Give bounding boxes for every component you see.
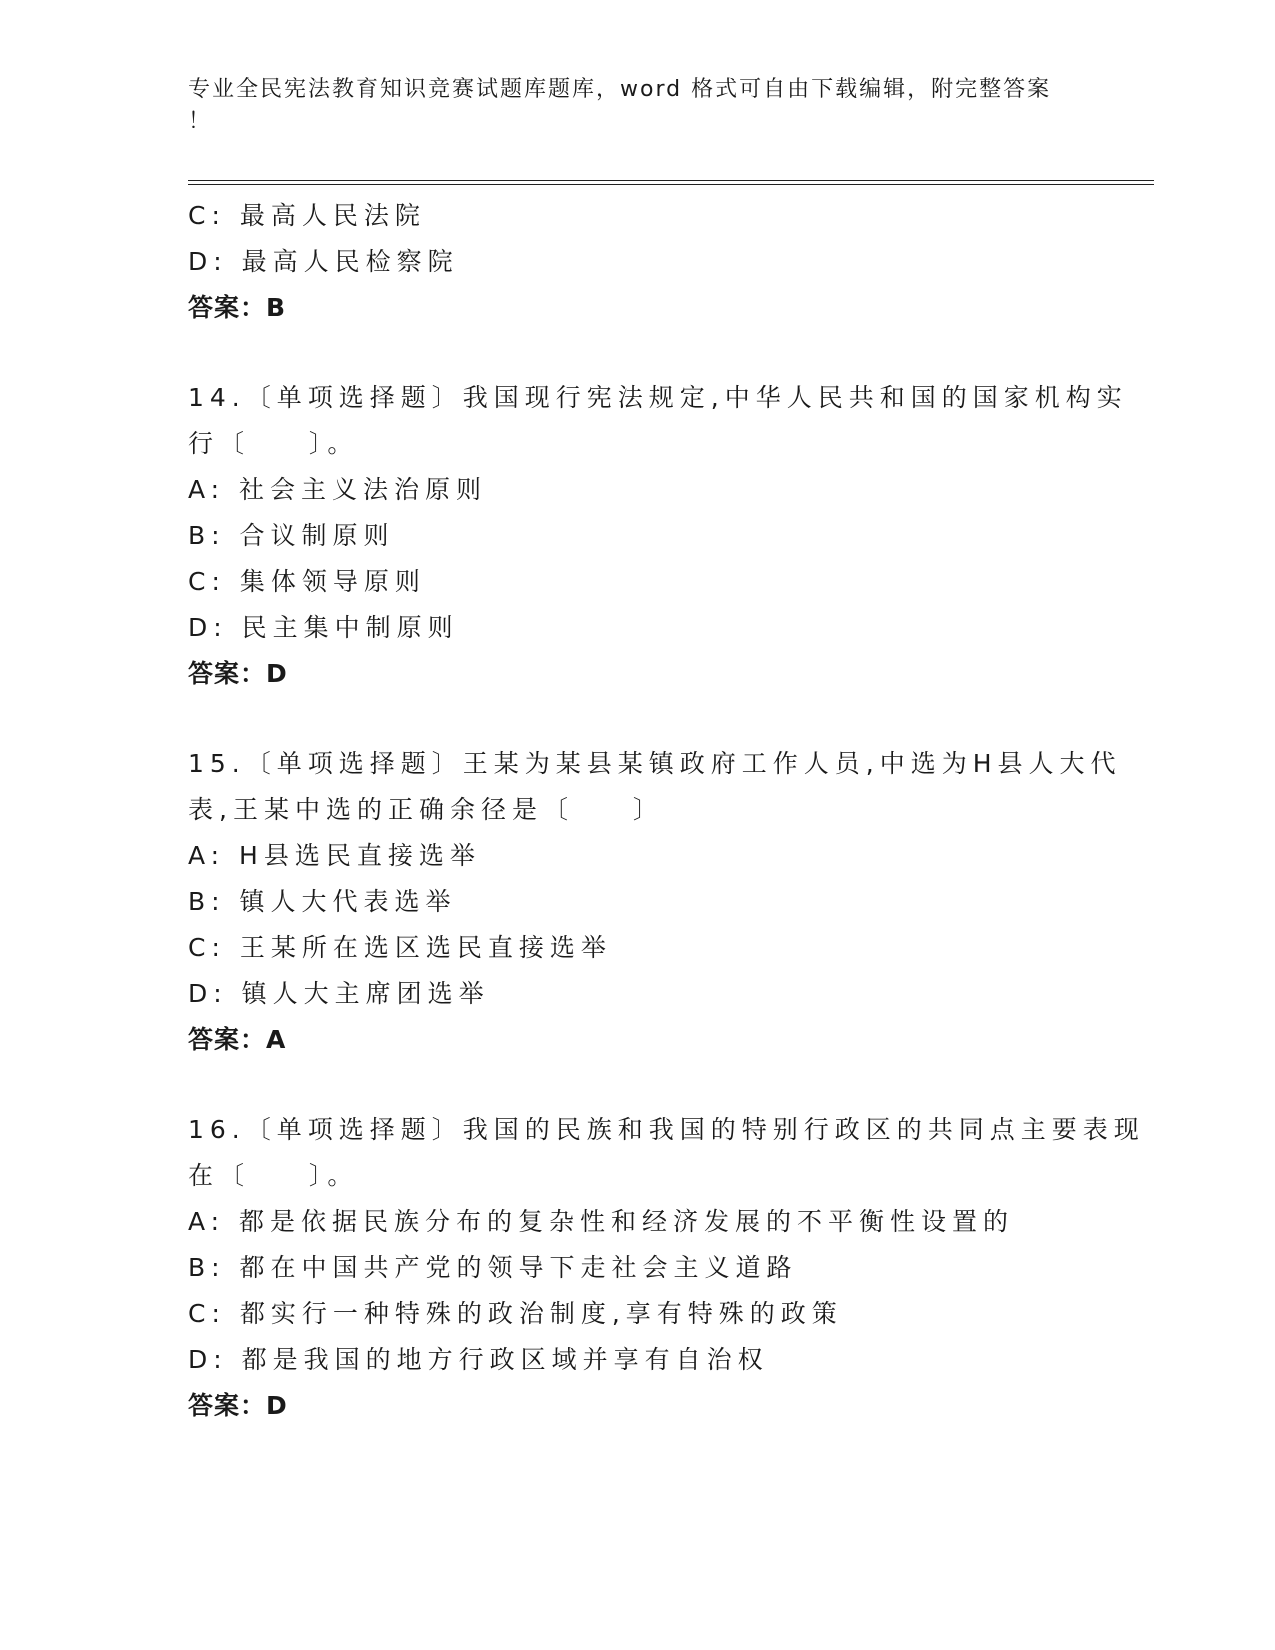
question-15 xyxy=(188,741,1122,1063)
option-b: B: 镇人大代表选举 xyxy=(188,887,457,916)
option-d: D: 民主集中制原则 xyxy=(188,613,459,642)
question-stem-cont: 在〔 〕。 xyxy=(188,1161,359,1190)
option-d: D: 都是我国的地方行政区域并享有自治权 xyxy=(188,1345,769,1374)
option-c: C: 集体领导原则 xyxy=(188,567,426,596)
option-d: D: 镇人大主席团选举 xyxy=(188,979,490,1008)
answer: 答案：B xyxy=(188,293,287,322)
header-rule-top xyxy=(188,180,1154,181)
question-stem-cont: 表,王某中选的正确余径是〔 〕 xyxy=(188,795,664,824)
option-a: A: H县选民直接选举 xyxy=(188,841,481,870)
header-line-1: 专业全民宪法教育知识竞赛试题库题库，word 格式可自由下载编辑，附完整答案 xyxy=(188,77,1052,102)
answer: 答案：D xyxy=(188,659,288,688)
question-stem-cont: 行〔 〕。 xyxy=(188,429,359,458)
page-header xyxy=(188,74,1068,138)
question-list xyxy=(188,193,1145,1429)
header-line-2: ！ xyxy=(188,109,213,134)
option-a: A: 社会主义法治原则 xyxy=(188,475,488,504)
option-b: B: 合议制原则 xyxy=(188,521,395,550)
question-stem: 14.〔单项选择题〕我国现行宪法规定,中华人民共和国的国家机构实 xyxy=(188,383,1128,412)
option-c: C: 都实行一种特殊的政治制度,享有特殊的政策 xyxy=(188,1299,843,1328)
header-rule-bottom xyxy=(188,184,1154,185)
question-stem: 16.〔单项选择题〕我国的民族和我国的特别行政区的共同点主要表现 xyxy=(188,1115,1145,1144)
option-c: C: 王某所在选区选民直接选举 xyxy=(188,933,612,962)
question-14 xyxy=(188,375,1128,697)
option-c: C: 最高人民法院 xyxy=(188,201,426,230)
answer: 答案：D xyxy=(188,1391,288,1420)
question-16 xyxy=(188,1107,1145,1429)
option-b: B: 都在中国共产党的领导下走社会主义道路 xyxy=(188,1253,798,1282)
previous-question-tail xyxy=(188,193,1088,331)
option-d: D: 最高人民检察院 xyxy=(188,247,459,276)
option-a: A: 都是依据民族分布的复杂性和经济发展的不平衡性设置的 xyxy=(188,1207,1015,1236)
question-stem: 15.〔单项选择题〕王某为某县某镇政府工作人员,中选为H县人大代 xyxy=(188,749,1122,778)
answer: 答案：A xyxy=(188,1025,287,1054)
